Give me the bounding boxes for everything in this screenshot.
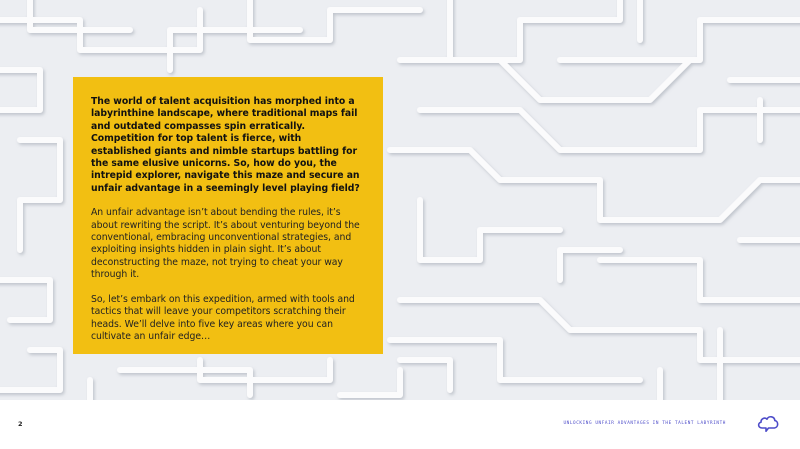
page-number: 2 [18,420,23,428]
page-footer [0,400,800,449]
body-paragraph-1: An unfair advantage isn’t about bending the rules, it’s about rewriting the script. It’s about venturing beyond the conventional, embracing unconventional strategies, and exploiting insights hidden in plain sight. It’s about deconstructing the maze, not trying to cheat your way through it. [91,207,360,281]
body-paragraph-2: So, let’s embark on this expedition, armed with tools and tactics that will leave your competitors scratching their heads. We’ll delve into five key areas where you can cultivate an unfair edge… [91,293,355,342]
document-title: UNLOCKING UNFAIR ADVANTAGES IN THE TALENT LABYRINTH [563,421,726,426]
content-card [73,77,383,354]
cloud-icon [756,412,780,434]
lead-paragraph: The world of talent acquisition has morphed into a labyrinthine landscape, where traditional maps fail and outdated compasses spin erratically. Competition for top talent is fierce, with established giants and nimble startups battling for the same elusive unicorns. So, how do you, the intrepid explorer, navigate this maze and secure an unfair advantage in a seemingly level playing field? [91,96,360,194]
